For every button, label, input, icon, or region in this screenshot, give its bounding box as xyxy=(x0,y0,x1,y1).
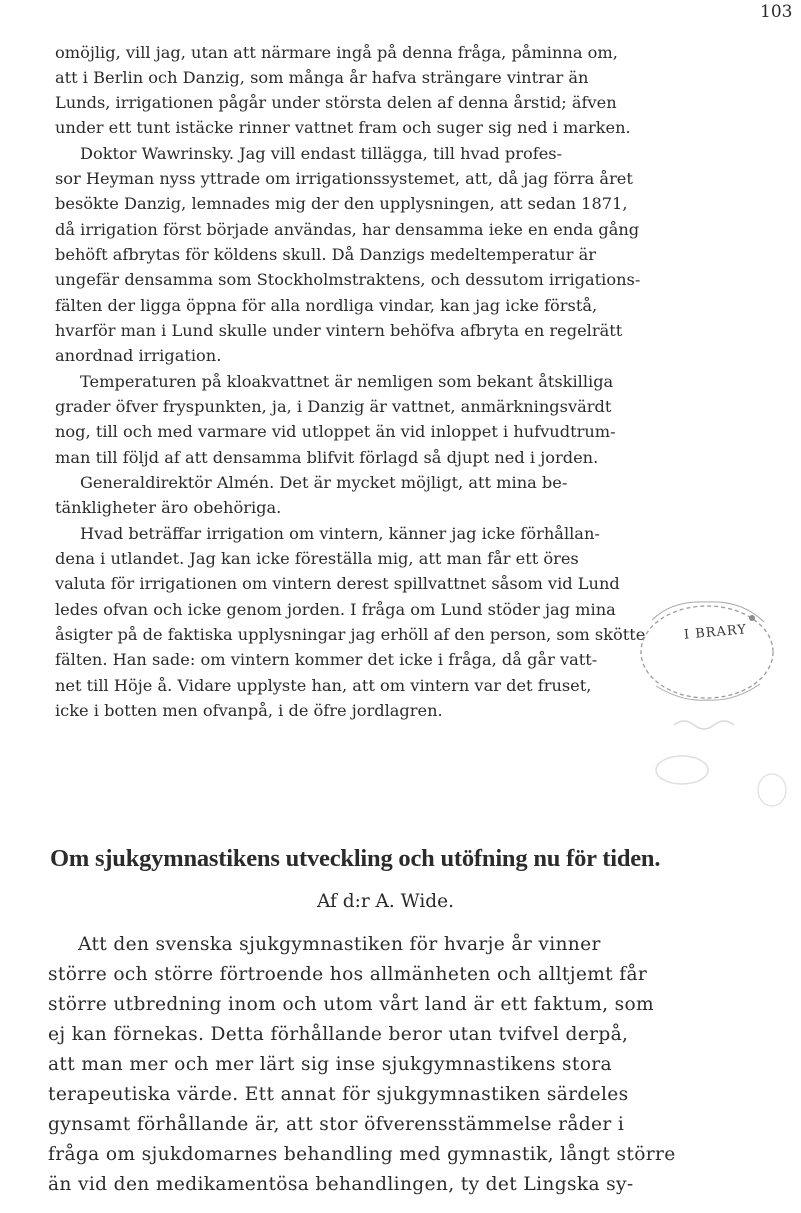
text-line: fälten. Han sade: om vintern kommer det icke i fråga, då går vatt- xyxy=(55,650,598,669)
text-line: Lunds, irrigationen pågår under största delen af denna årstid; äfven xyxy=(55,93,617,112)
text-line: net till Höje å. Vidare upplyste han, att om vintern var det fruset, xyxy=(55,676,592,695)
text-line: att i Berlin och Danzig, som många år hafva strängare vintrar än xyxy=(55,68,589,87)
text-line: än vid den medikamentösa behandlingen, ty det Lingska sy- xyxy=(48,1174,634,1195)
text-line: Generaldirektör Almén. Det är mycket möjligt, att mina be- xyxy=(80,473,568,492)
text-line: större och större förtroende hos allmänheten och alltjemt får xyxy=(48,964,648,985)
text-line: ej kan förnekas. Detta förhållande beror utan tvifvel derpå, xyxy=(48,1024,629,1045)
text-line: icke i botten men ofvanpå, i de öfre jordlagren. xyxy=(55,701,443,720)
page-number: 103 xyxy=(760,2,793,22)
text-line: omöjlig, vill jag, utan att närmare ingå på denna fråga, påminna om, xyxy=(55,43,618,62)
text-line: man till följd af att densamma blifvit förlagd så djupt ned i jorden. xyxy=(55,448,599,467)
text-line: tänkligheter äro obehöriga. xyxy=(55,498,282,517)
text-line: nog, till och med varmare vid utloppet än vid inloppet i hufvudtrum- xyxy=(55,422,616,441)
text-line: ledes ofvan och icke genom jorden. I fråga om Lund stöder jag mina xyxy=(55,600,616,619)
text-line: sor Heyman nyss yttrade om irrigationssystemet, att, då jag förra året xyxy=(55,169,633,188)
text-line: fälten der ligga öppna för alla nordliga vindar, kan jag icke förstå, xyxy=(55,296,598,315)
text-line: Hvad beträffar irrigation om vintern, känner jag icke förhållan- xyxy=(80,524,600,543)
text-line: Att den svenska sjukgymnastiken för hvarje år vinner xyxy=(78,934,601,955)
library-stamp-text: I BRARY xyxy=(683,622,748,643)
text-line: dena i utlandet. Jag kan icke föreställa mig, att man får ett öres xyxy=(55,549,579,568)
text-line: då irrigation först började användas, har densamma ieke en enda gång xyxy=(55,220,640,239)
article-title: Om sjukgymnastikens utveckling och utöfning nu för tiden. xyxy=(50,845,661,872)
text-line: besökte Danzig, lemnades mig der den upplysningen, att sedan 1871, xyxy=(55,194,628,213)
text-line: fråga om sjukdomarnes behandling med gymnastik, långt större xyxy=(48,1144,676,1165)
text-line: Temperaturen på kloakvattnet är nemligen som bekant åtskilliga xyxy=(80,372,614,391)
text-line: Doktor Wawrinsky. Jag vill endast tillägga, till hvad profes- xyxy=(80,144,563,163)
text-line: anordnad irrigation. xyxy=(55,346,222,365)
text-line: ungefär densamma som Stockholmstraktens, och dessutom irrigations- xyxy=(55,270,641,289)
text-line: under ett tunt istäcke rinner vattnet fram och suger sig ned i marken. xyxy=(55,118,631,137)
text-line: större utbredning inom och utom vårt land är ett faktum, som xyxy=(48,994,655,1015)
article-byline: Af d:r A. Wide. xyxy=(317,891,454,912)
text-line: terapeutiska värde. Ett annat för sjukgymnastiken särdeles xyxy=(48,1084,629,1105)
text-line: hvarför man i Lund skulle under vintern behöfva afbryta en regelrätt xyxy=(55,321,623,340)
text-line: åsigter på de faktiska upplysningar jag erhöll af den person, som skötte xyxy=(55,625,646,644)
text-line: valuta för irrigationen om vintern derest spillvattnet såsom vid Lund xyxy=(55,574,620,593)
text-line: grader öfver fryspunkten, ja, i Danzig är vattnet, anmärkningsvärdt xyxy=(55,397,612,416)
text-line: behöft afbrytas för köldens skull. Då Danzigs medeltemperatur är xyxy=(55,245,596,264)
text-line: att man mer och mer lärt sig inse sjukgymnastikens stora xyxy=(48,1054,612,1075)
text-line: gynsamt förhållande är, att stor öfverensstämmelse råder i xyxy=(48,1114,625,1135)
